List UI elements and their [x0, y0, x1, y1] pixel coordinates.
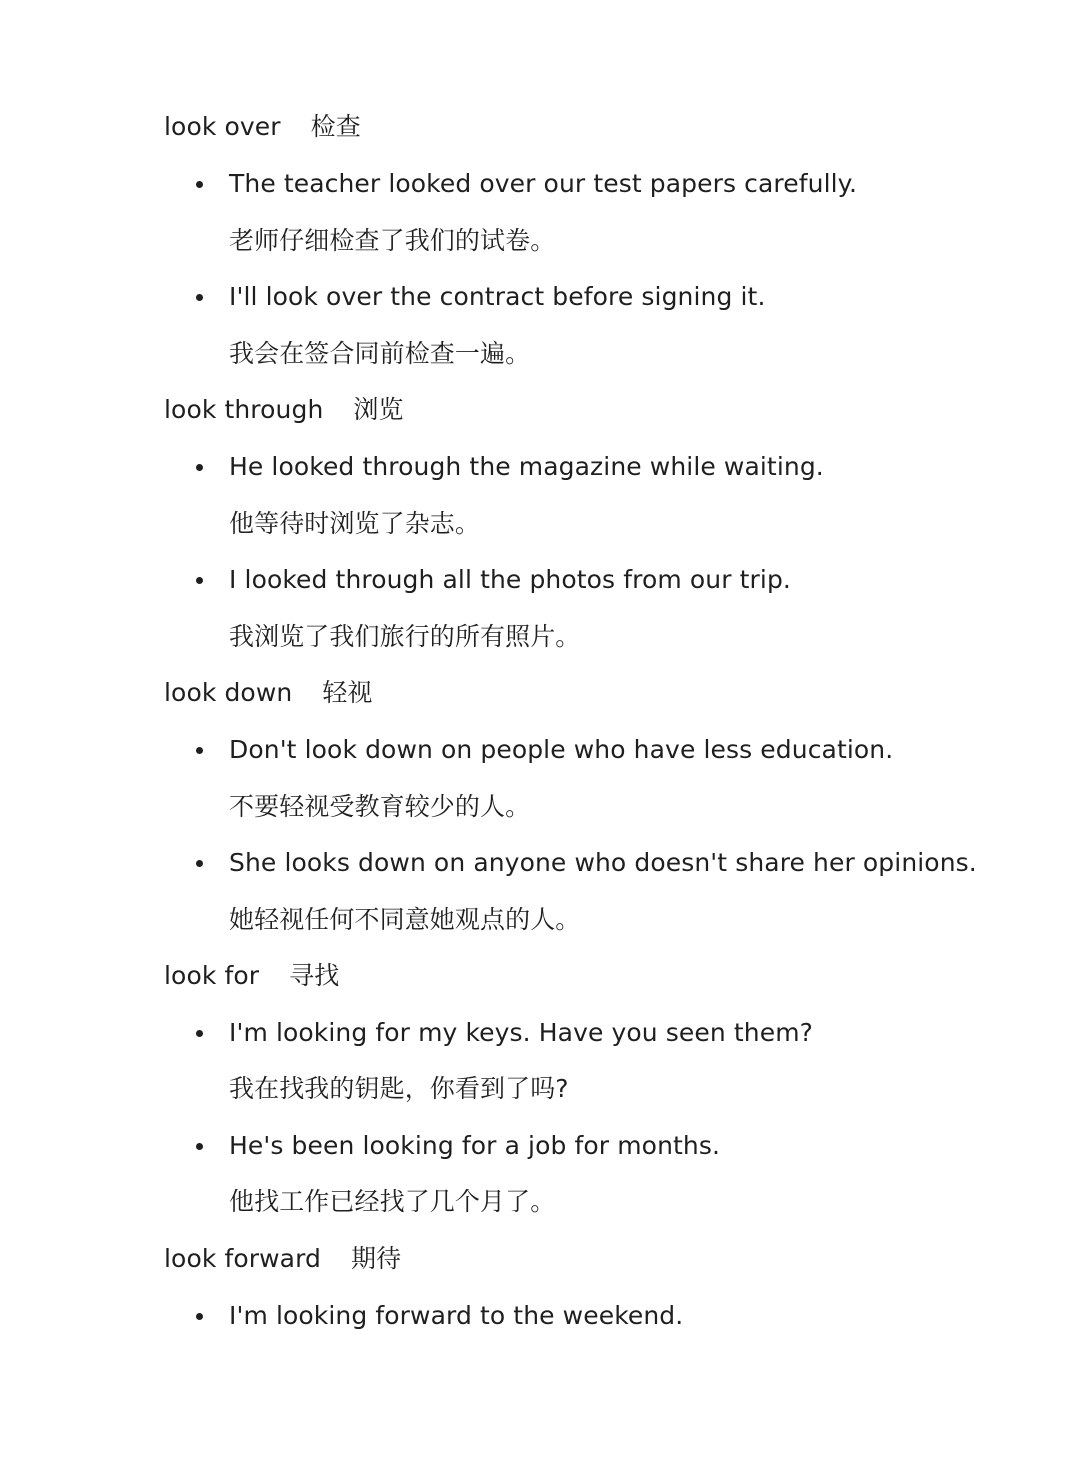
bullet-icon [196, 464, 203, 471]
phrase-term: look for [164, 961, 260, 990]
example-chinese: 她轻视任何不同意她观点的人。 [229, 905, 581, 934]
phrase-heading [164, 109, 361, 145]
phrase-term: look forward [164, 1244, 322, 1273]
example-chinese: 我会在签合同前检查一遍。 [229, 339, 531, 368]
example-english: He's been looking for a job for months. [229, 1131, 721, 1160]
bullet-icon [196, 747, 203, 754]
example-chinese: 我浏览了我们旅行的所有照片。 [229, 622, 581, 651]
bullet-icon [196, 181, 203, 188]
bullet-icon [196, 294, 203, 301]
example-english: The teacher looked over our test papers carefully. [229, 169, 858, 198]
phrase-meaning: 寻找 [289, 961, 340, 990]
example-chinese: 不要轻视受教育较少的人。 [229, 792, 531, 821]
phrase-term: look over [164, 112, 281, 141]
phrase-meaning: 浏览 [353, 395, 404, 424]
example-chinese: 老师仔细检查了我们的试卷。 [229, 226, 556, 255]
example-english: Don't look down on people who have less education. [229, 735, 894, 764]
example-chinese: 他找工作已经找了几个月了。 [229, 1187, 556, 1216]
example-english: I'm looking for my keys. Have you seen them? [229, 1018, 814, 1047]
bullet-icon [196, 1313, 203, 1320]
example-english: I'm looking forward to the weekend. [229, 1301, 684, 1330]
phrase-heading [164, 958, 339, 994]
example-chinese: 我在找我的钥匙，你看到了吗? [229, 1074, 569, 1103]
phrase-meaning: 检查 [310, 112, 361, 141]
phrase-heading [164, 675, 373, 711]
bullet-icon [196, 1030, 203, 1037]
example-english: He looked through the magazine while waiting. [229, 452, 824, 481]
bullet-icon [196, 1143, 203, 1150]
example-english: I'll look over the contract before signing it. [229, 282, 766, 311]
example-english: She looks down on anyone who doesn't share her opinions. [229, 848, 977, 877]
example-english: I looked through all the photos from our trip. [229, 565, 791, 594]
bullet-icon [196, 577, 203, 584]
phrase-term: look down [164, 678, 293, 707]
phrase-meaning: 轻视 [322, 678, 373, 707]
phrase-meaning: 期待 [351, 1244, 402, 1273]
example-chinese: 他等待时浏览了杂志。 [229, 509, 481, 538]
phrase-heading [164, 392, 404, 428]
phrase-term: look through [164, 395, 324, 424]
phrase-heading [164, 1241, 401, 1277]
bullet-icon [196, 860, 203, 867]
